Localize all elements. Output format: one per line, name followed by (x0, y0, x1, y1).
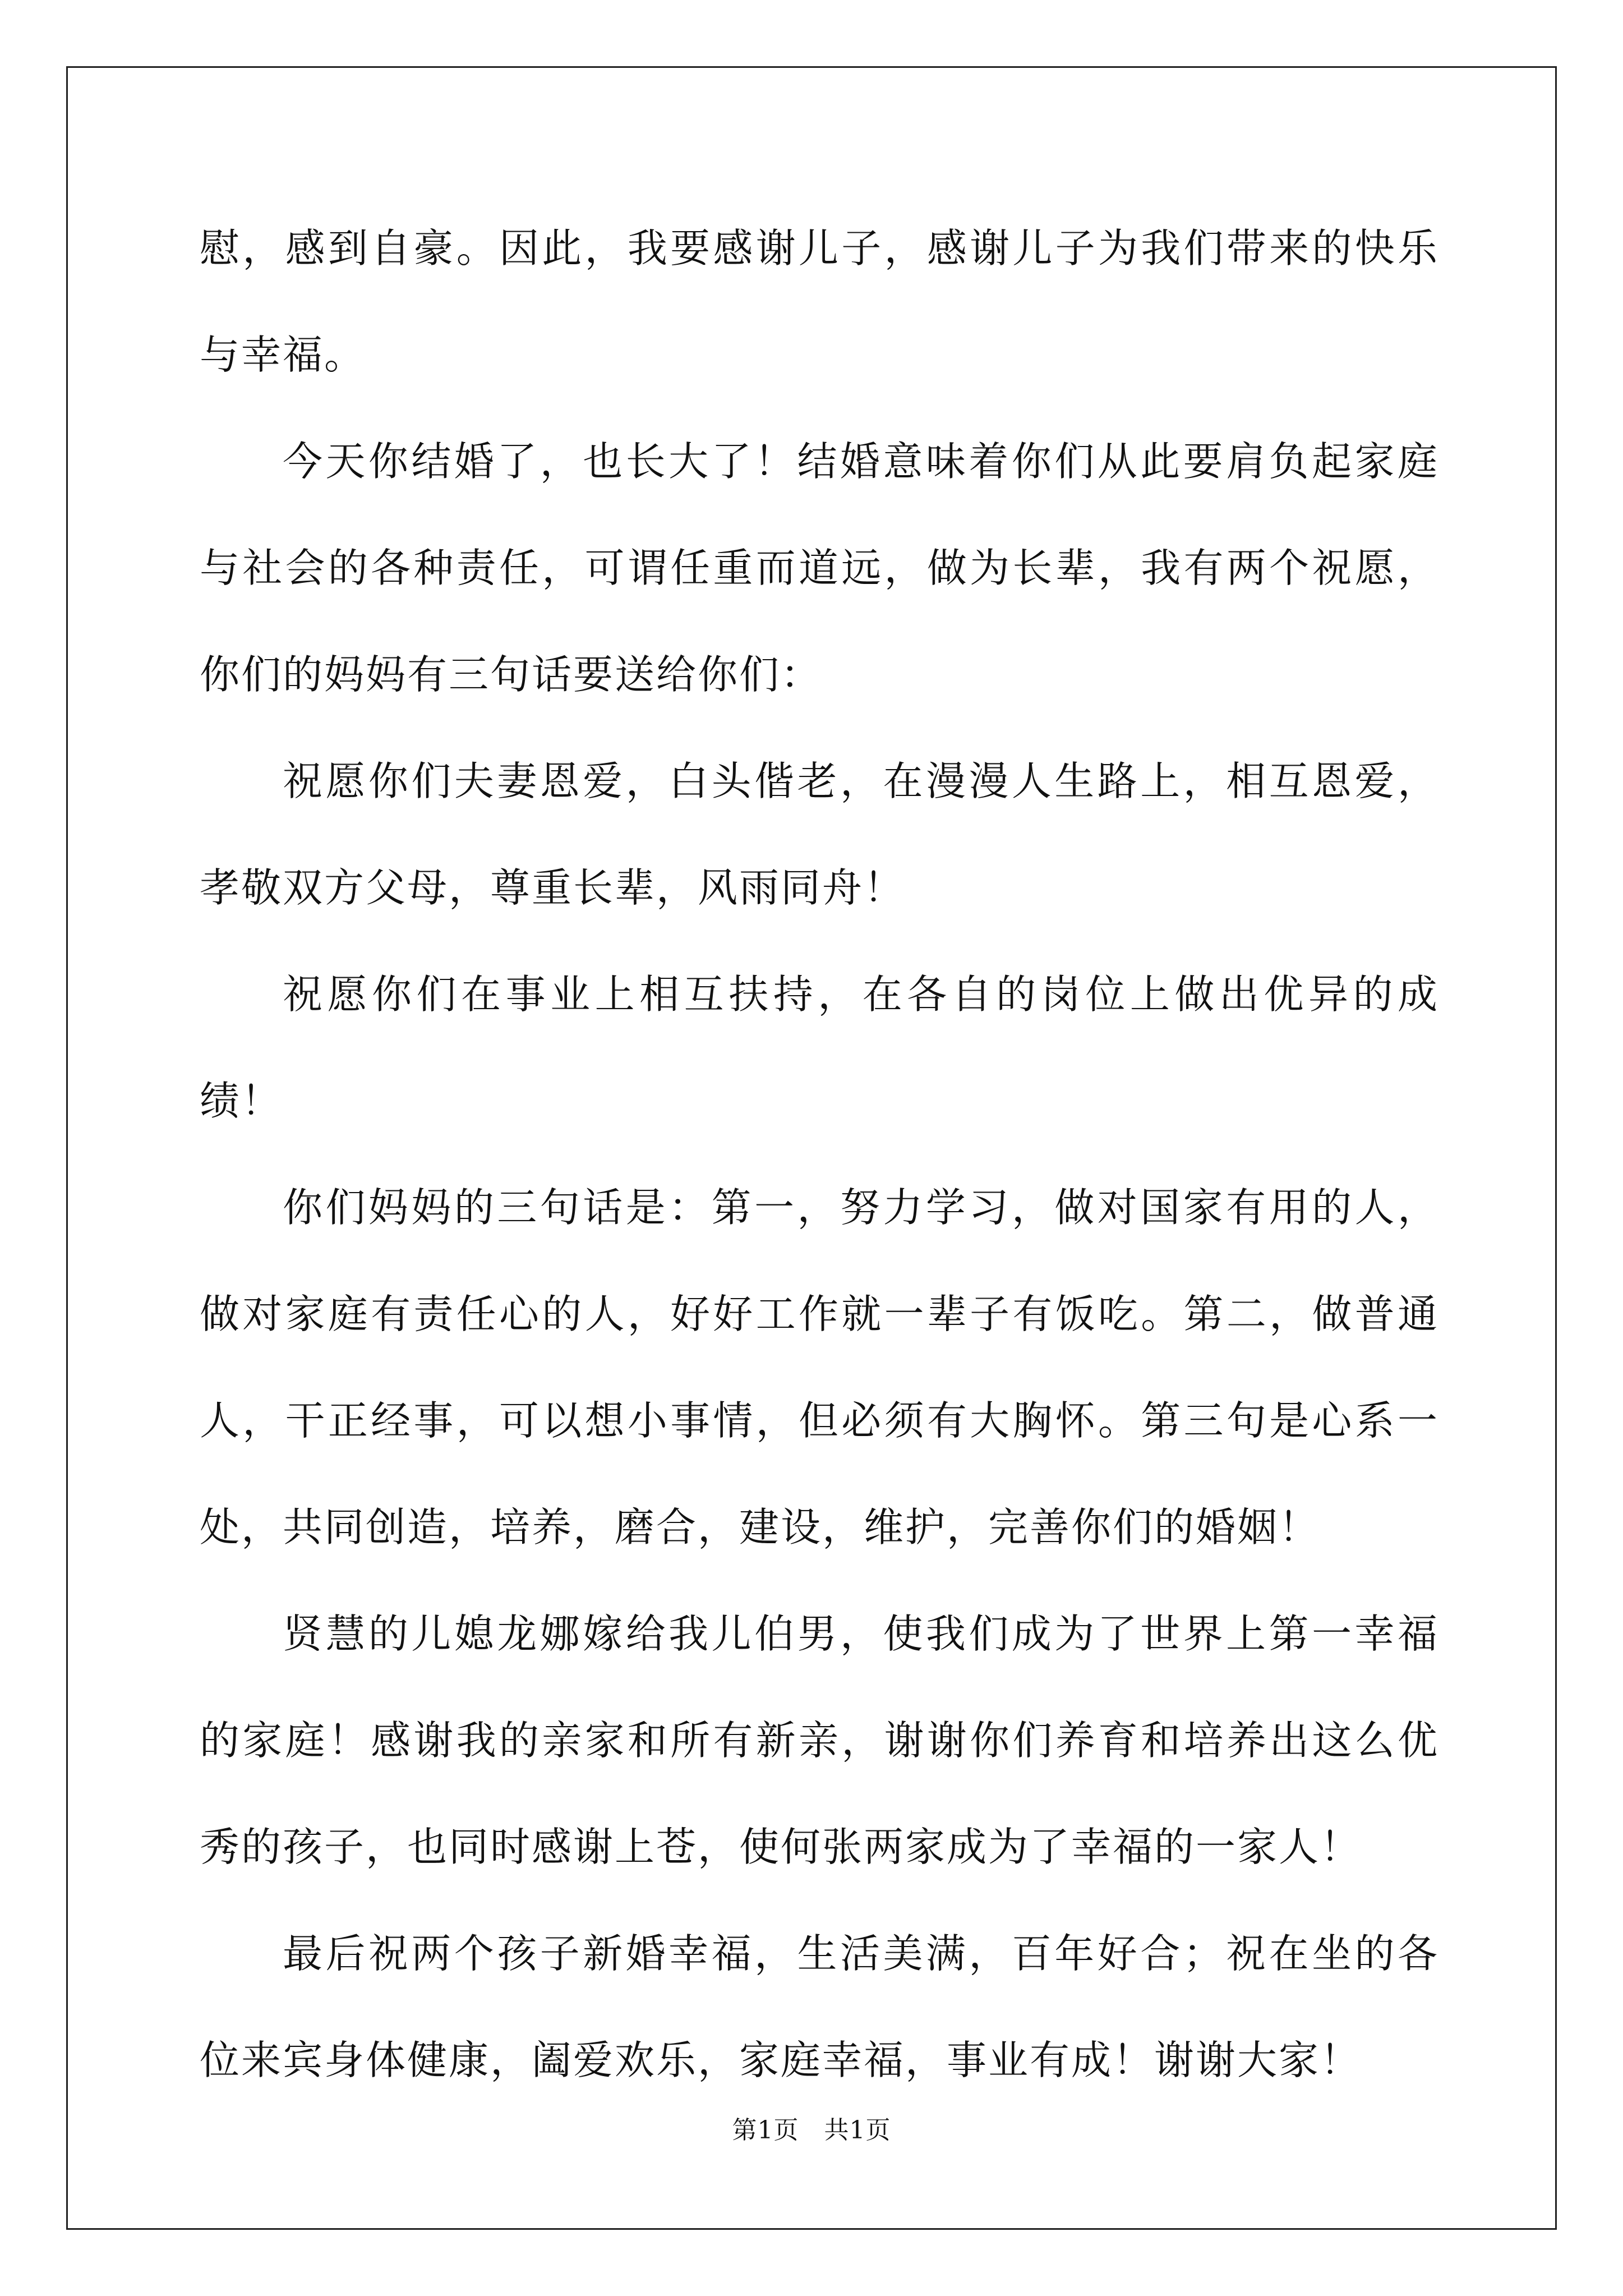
document-body (200, 195, 1439, 2114)
paragraph-5: 你们妈妈的三句话是：第一，努力学习，做对国家有用的人，做对家庭有责任心的人，好好工作就一辈子有饭吃。第二，做普通人，干正经事，可以想小事情，但必须有大胸怀。第三句是心系一处，共同创造，培养，磨合，建设，维护，完善你们的婚姻！ (200, 1184, 1439, 1550)
paragraph-7: 最后祝两个孩子新婚幸福，生活美满，百年好合；祝在坐的各位来宾身体健康，阖爱欢乐，家庭幸福，事业有成！谢谢大家！ (200, 1930, 1439, 2083)
paragraph-4: 祝愿你们在事业上相互扶持，在各自的岗位上做出优异的成绩！ (200, 971, 1439, 1124)
paragraph-3: 祝愿你们夫妻恩爱，白头偕老，在漫漫人生路上，相互恩爱，孝敬双方父母，尊重长辈，风雨同舟！ (200, 758, 1439, 911)
paragraph-2: 今天你结婚了，也长大了！结婚意味着你们从此要肩负起家庭与社会的各种责任，可谓任重而道远，做为长辈，我有两个祝愿，你们的妈妈有三句话要送给你们： (200, 438, 1439, 698)
paragraph-6: 贤慧的儿媳龙娜嫁给我儿伯男，使我们成为了世界上第一幸福的家庭！感谢我的亲家和所有新亲，谢谢你们养育和培养出这么优秀的孩子，也同时感谢上苍，使何张两家成为了幸福的一家人！ (200, 1611, 1439, 1870)
page-number-footer: 第1页 共1页 (732, 2116, 891, 2145)
paragraph-1: 慰，感到自豪。因此，我要感谢儿子，感谢儿子为我们带来的快乐与幸福。 (200, 225, 1439, 378)
